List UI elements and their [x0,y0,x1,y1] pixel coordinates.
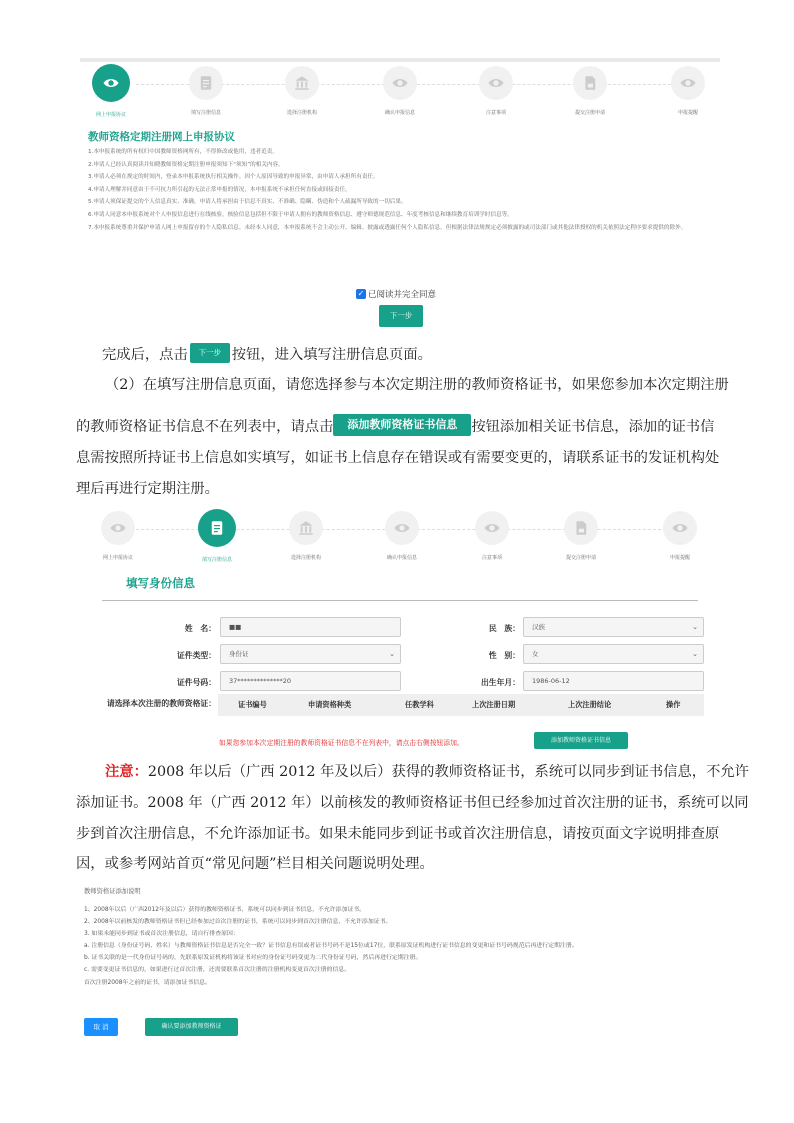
add-cert-button[interactable]: 添加教师资格证书信息 [534,732,628,749]
paragraph-step2-line2: 的教师资格证书信息不在列表中，请点击 添加教师资格证书信息 按钮添加相关证书信息，添加的证书信 [76,414,716,438]
submit-file-icon [564,511,598,545]
eye-icon [92,64,130,102]
protocol-item: 1.本申报系统的所有权归中国教师资格网所有，不得修改或他用，违者追责。 [88,149,278,155]
step-confirm[interactable] [364,62,436,116]
eye-icon [383,66,417,100]
note-label: 注意： [105,764,148,780]
table-header-cell: 上次注册日期 [472,700,516,709]
eye-icon [671,66,705,100]
table-header-cell: 申请资格种类 [308,700,352,709]
select-cert-label: 请选择本次注册的教师资格证： [106,699,216,708]
step-confirm[interactable] [366,507,438,561]
protocol-item: 5.申请人须保证提交的个人信息真实、准确，申请人将承担由于信息不真实、不准确、隐瞒、伪造和个人疏漏所导致的一切后果。 [88,199,407,206]
table-header-cell: 证书编号 [238,700,267,709]
step-submit[interactable] [554,62,626,116]
note-line4: 因，或参考网站首页“常见问题”栏目相关问题说明处理。 [76,856,434,872]
info-line: 3. 如果未能同步到证书或首次注册信息，请自行排查原因： [84,931,239,938]
name-input[interactable]: ■■ [220,617,401,637]
note-line3: 步到首次注册信息，不允许添加证书。如果未能同步到证书或首次注册信息，请按页面文字说明排查原 [76,826,720,842]
agree-checkbox-row[interactable] [356,288,436,300]
info-line: 首次注册2008年之前的证书，请添加证书信息。 [84,979,211,986]
step-label: 网上申报协议 [95,112,126,118]
next-button[interactable]: 下一步 [379,305,423,327]
step-label: 注意事项 [481,555,502,561]
step-select-agency[interactable] [266,62,338,116]
table-header-cell: 任教学科 [405,700,434,709]
step-notes[interactable] [456,507,528,561]
ethnicity-label: 民 族： [488,624,520,633]
checkbox-checked-icon[interactable]: ✓ [357,289,365,298]
confirm-add-cert-button[interactable]: 确认要添加教师资格证 [145,1018,238,1036]
chevron-down-icon: ⌄ [692,623,698,631]
note-line2: 添加证书。2008 年（广西 2012 年）以前核发的教师资格证书但已经参加过首次注册的证书，系统可以同 [76,795,749,811]
step-label: 确认申报信息 [386,555,417,561]
table-header-cell: 上次注册结论 [568,700,612,709]
paragraph-done: 完成后，点击 下一步 按钮，进入填写注册信息页面。 [76,343,716,366]
info-line: 1、2008年以后（广西2012年及以后）获得的教师资格证书，系统可以同步到证书信息，不允许添加证书。 [84,907,366,913]
step-progress [80,62,720,124]
info-title: 教师资格证添加说明 [84,888,141,895]
step-select-agency[interactable] [270,507,342,561]
document-icon [198,509,236,547]
step-label: 注意事项 [485,110,506,116]
protocol-title: 教师资格定期注册网上申报协议 [88,131,235,143]
chevron-down-icon: ⌄ [692,650,698,658]
step-label: 提交注册申请 [574,110,605,116]
step-progress [80,507,720,569]
protocol-items [88,148,714,236]
building-icon [285,66,319,100]
step-label: 选择注册机构 [286,110,317,116]
add-cert-info-screenshot [80,882,730,1042]
protocol-item: 4.申请人理解并同意由于不可抗力所引起的无法正常申报的情况，本申报系统不承担任何直接或间接责任。 [88,186,351,193]
step-label: 填写注册信息 [190,110,221,116]
protocol-screenshot [80,58,720,330]
id-type-label: 证件类型： [177,651,216,660]
step-protocol[interactable] [82,507,154,561]
eye-icon [479,66,513,100]
cert-table-header [218,694,704,716]
step-protocol[interactable] [75,62,147,118]
ethnicity-select[interactable]: 汉族 ⌄ [523,617,704,637]
step-label: 提交注册申请 [565,555,596,561]
gender-label: 性 别： [488,651,520,660]
step-fill-info[interactable] [181,507,253,563]
id-number-input[interactable]: 37**************20 [220,671,401,691]
info-line: b. 证书关联的是一代身份证号码的，先联系原发证机构将该证书对应的身份证号码变更为二代身份证号码，然后再进行定期注册。 [84,955,422,962]
protocol-item: 3.申请人必须在规定的时间内，登录本申报系统执行相关操作。因个人原因导致的申报异常，由申请人承担所有责任。 [88,174,379,181]
step-label: 申报提醒 [677,110,698,116]
form-title: 填写身份信息 [126,576,195,590]
paragraph-step2-line3: 息需按照所持证书上信息如实填写，如证书上信息存在错误或有需要变更的，请联系证书的发证机构处 [76,450,720,466]
building-icon [289,511,323,545]
info-line: c. 需要变更证书信息的，如果进行过首次注册，还需要联系首次注册的注册机构变更首次注册的信息。 [84,967,351,974]
name-label: 姓 名： [184,624,216,633]
divider [102,600,698,601]
note-line1: 注意：2008 年以后（广西 2012 年及以后）获得的教师资格证书，系统可以同步到证书信息，不允许 [105,764,749,780]
protocol-item: 6.申请人同意本申报系统对个人申报信息进行在线核验。核验信息包括但不限于申请人拥有的教师资格信息、遵守师德规范信息、年度考核信息和继续教育培训学时信息等。 [88,211,513,218]
inline-next-button: 下一步 [190,343,230,363]
id-type-select[interactable]: 身份证 ⌄ [220,644,401,664]
agree-label: 已阅读并完全同意 [368,290,437,300]
info-line: a. 注册信息（身份证号码、姓名）与教师资格证书信息是否完全一致？证书信息有误或者证书号码不是15位或17位，联系原发证机构进行证书信息的变更和证书号码规范后再进行定期注册。 [84,943,578,950]
step-reminder[interactable] [644,507,716,561]
eye-icon [101,511,135,545]
form-screenshot [80,503,720,753]
eye-icon [385,511,419,545]
protocol-item: 2.申请人已经认真阅读并知晓教师资格定期注册申报须知下“须知”的相关内容。 [88,161,284,168]
id-number-label: 证件号码： [177,678,216,687]
paragraph-step2-line4: 理后再进行定期注册。 [76,481,219,497]
chevron-down-icon: ⌄ [389,650,395,658]
birth-label: 出生年月： [481,678,520,687]
eye-icon [475,511,509,545]
step-label: 申报提醒 [669,555,690,561]
cancel-button[interactable]: 取 消 [84,1018,118,1036]
table-header-cell: 操作 [666,700,681,709]
step-notes[interactable] [460,62,532,116]
step-label: 网上申报协议 [102,555,133,561]
step-reminder[interactable] [652,62,724,116]
document-icon [189,66,223,100]
birth-input[interactable]: 1986-06-12 [523,671,704,691]
paragraph-step2-line1: （2）在填写注册信息页面，请您选择参与本次定期注册的教师资格证书，如果您参加本次定期注册 [105,377,729,393]
step-submit[interactable] [545,507,617,561]
info-lines [84,904,729,989]
gender-select[interactable]: 女 ⌄ [523,644,704,664]
step-label: 填写注册信息 [201,557,232,563]
eye-icon [663,511,697,545]
add-cert-warning: 如果您参加本次定期注册的教师资格证书信息不在列表中，请点击右侧按钮添加。 [219,739,464,747]
inline-add-cert-button: 添加教师资格证书信息 [333,414,471,436]
info-line: 2、2008年以前核发的教师资格证书但已经参加过首次注册的证书，系统可以同步到首次注册信息，不允许添加证书。 [84,919,392,926]
step-label: 确认申报信息 [384,110,415,116]
step-fill-info[interactable] [170,62,242,116]
protocol-item: 7.本申报系统尊重并保护申请人网上申报留存的个人隐私信息。未经本人同意，本申报系统不会主动公开、编辑、披露或透露任何个人隐私信息，但根据法律法规规定必须披露的或司法部门或其他法律授权的机关依照法定程序要求提供的除外。 [88,224,687,231]
submit-file-icon [573,66,607,100]
step-label: 选择注册机构 [290,555,321,561]
